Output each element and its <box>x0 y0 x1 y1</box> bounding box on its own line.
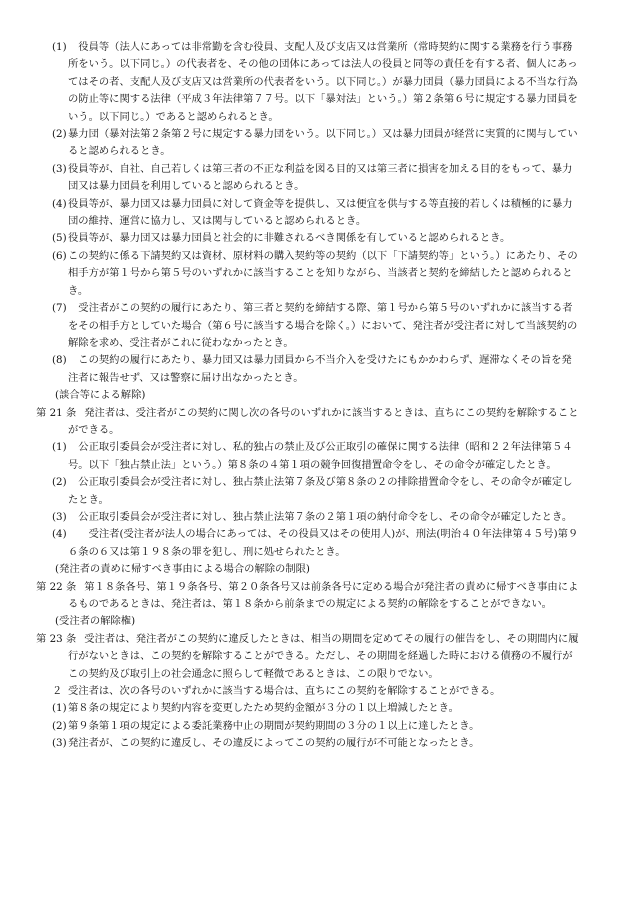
article-number: 第 22 条 <box>36 580 77 593</box>
item-number: (1) <box>52 702 67 715</box>
list-item <box>52 196 580 231</box>
list-item <box>52 161 580 196</box>
article-22 <box>36 579 580 614</box>
list-item <box>52 718 580 735</box>
paragraph-number: ２ <box>52 685 63 698</box>
list-item <box>52 474 580 509</box>
items-21-list <box>52 439 580 561</box>
item-text: 役員等が、自社、自己若しくは第三者の不正な利益を図る目的又は第三者に損害を加える目的をもって、暴力団又は暴力団員を利用していると認められるとき。 <box>68 162 573 193</box>
section-heading-22: (発注者の責めに帰すべき事由による場合の解除の制限) <box>55 563 310 576</box>
item-number: (2) <box>52 476 67 489</box>
item-text: 公正取引委員会が受注者に対し、独占禁止法第７条の２第１項の納付命令をし、その命令が確定したとき。 <box>68 510 573 523</box>
section-heading-23: (受注者の解除権) <box>55 615 136 628</box>
item-text: 暴力団（暴対法第２条第２号に規定する暴力団をいう。以下同じ。）又は暴力団員が経営に実質的に関与していると認められるとき。 <box>68 128 578 158</box>
item-number: (8) <box>52 354 67 367</box>
item-text: この契約に係る下請契約又は資材、原材料の購入契約等の契約（以下「下請契約等」という。）にあたり、その相手方が第１号から第５号のいずれかに該当することを知りながら、当該者と契約を締結したと認められるとき。 <box>68 249 578 297</box>
item-number: (4) <box>52 197 67 210</box>
list-item <box>52 126 580 161</box>
list-item <box>52 39 580 126</box>
item-text: 役員等が、暴力団又は暴力団員と社会的に非難されるべき関係を有していると認められるとき。 <box>68 232 511 245</box>
item-text: 役員等が、暴力団又は暴力団員に対して資金等を提供し、又は便宜を供与する等直接的若しくは積極的に暴力団の維持、運営に協力し、又は関与していると認められるとき。 <box>68 197 573 228</box>
item-number: (1) <box>52 441 67 454</box>
article-text: 受注者は、発注者がこの契約に違反したときは、相当の期間を定めてその履行の催告をし、その期間内に履行がないときは、この契約を解除することができる。ただし、その期間を経過した時における債務の不履行がこの契約及び取引上の社会通念に照らして軽微であるときは、この限りでない。 <box>68 632 579 680</box>
item-number: (7) <box>52 302 67 315</box>
items-23-list <box>52 700 580 752</box>
section-heading-21: (談合等による解除) <box>55 389 146 402</box>
document-body <box>36 39 580 753</box>
item-number: (3) <box>52 162 67 175</box>
article-23-paragraph-2 <box>52 683 580 700</box>
item-text: 第９条第１項の規定による委託業務中止の期間が契約期間の３分の１以上に達したとき。 <box>68 719 480 732</box>
item-text: 第８条の規定により契約内容を変更したため契約金額が３分の１以上増減したとき。 <box>68 702 459 715</box>
item-number: (2) <box>52 719 67 732</box>
item-number: (5) <box>52 232 67 245</box>
item-number: (3) <box>52 737 67 750</box>
items-a-list <box>52 39 580 387</box>
item-text: 受注者(受注者が法人の場合にあっては、その役員又はその使用人)が、刑法(明治４０年法律第４５号)第９６条の６又は第１９８条の罪を犯し、刑に処せられたとき。 <box>68 528 579 558</box>
article-text: 発注者は、受注者がこの契約に関し次の各号のいずれかに該当するときは、直ちにこの契約を解除することができる。 <box>68 406 579 436</box>
list-item <box>52 526 580 561</box>
article-21 <box>36 405 580 440</box>
list-item <box>52 509 580 526</box>
list-item <box>52 700 580 717</box>
item-text: 公正取引委員会が受注者に対し、私的独占の禁止及び公正取引の確保に関する法律（昭和２２年法律第５４号。以下「独占禁止法」という。）第８条の４第１項の競争回復措置命令をし、その命令が確定したとき。 <box>68 441 573 471</box>
item-text: 発注者が、この契約に違反し、その違反によってこの契約の履行が不可能となったとき。 <box>68 737 480 750</box>
item-text: この契約の履行にあたり、暴力団又は暴力団員から不当介入を受けたにもかかわらず、遅滞なくその旨を発注者に報告せず、又は警察に届け出なかったとき。 <box>68 354 572 384</box>
article-number: 第 23 条 <box>36 632 77 645</box>
list-item <box>52 248 580 300</box>
item-text: 受注者がこの契約の履行にあたり、第三者と契約を締結する際、第１号から第５号のいずれかに該当する者をその相手方としていた場合（第６号に該当する場合を除く。）において、発注者が受注者に対して当該契約の解除を求め、受注者がこれに従わなかったとき。 <box>68 302 578 349</box>
article-number: 第 21 条 <box>36 406 77 419</box>
item-number: (4) <box>52 528 67 541</box>
list-item <box>52 735 580 752</box>
list-item <box>52 300 580 352</box>
item-text: 公正取引委員会が受注者に対し、独占禁止法第７条及び第８条の２の排除措置命令をし、その命令が確定したとき。 <box>68 476 573 506</box>
item-number: (1) <box>52 41 67 53</box>
article-text: 第１８条各号、第１９条各号、第２０条各号又は前条各号に定める場合が発注者の責めに帰すべき事由によるものであるときは、発注者は、第１８条から前条までの規定による契約の解除をすることができない。 <box>68 580 579 610</box>
paragraph-text: 受注者は、次の各号のいずれかに該当する場合は、直ちにこの契約を解除することができる。 <box>68 685 501 698</box>
article-23 <box>36 631 580 683</box>
list-item <box>52 352 580 387</box>
list-item <box>52 439 580 474</box>
item-number: (2) <box>52 128 67 141</box>
item-text: 役員等（法人にあっては非常勤を含む役員、支配人及び支店又は営業所（常時契約に関する業務を行う事務所をいう。以下同じ。）の代表者を、その他の団体にあっては法人の役員と同等の責任を有する者、個人にあってはその者、支配人及び支店又は営業所の代表者をいう。以下同じ。）が暴力団員（暴力団員による不当な行為の防止等に関する法律（平成３年法律第７７号。以下「暴対法」という。）第２条第６号に規定する暴力団員をいう。以下同じ。）であると認められるとき。 <box>68 41 578 123</box>
item-number: (6) <box>52 249 67 262</box>
list-item <box>52 230 580 247</box>
item-number: (3) <box>52 510 67 523</box>
